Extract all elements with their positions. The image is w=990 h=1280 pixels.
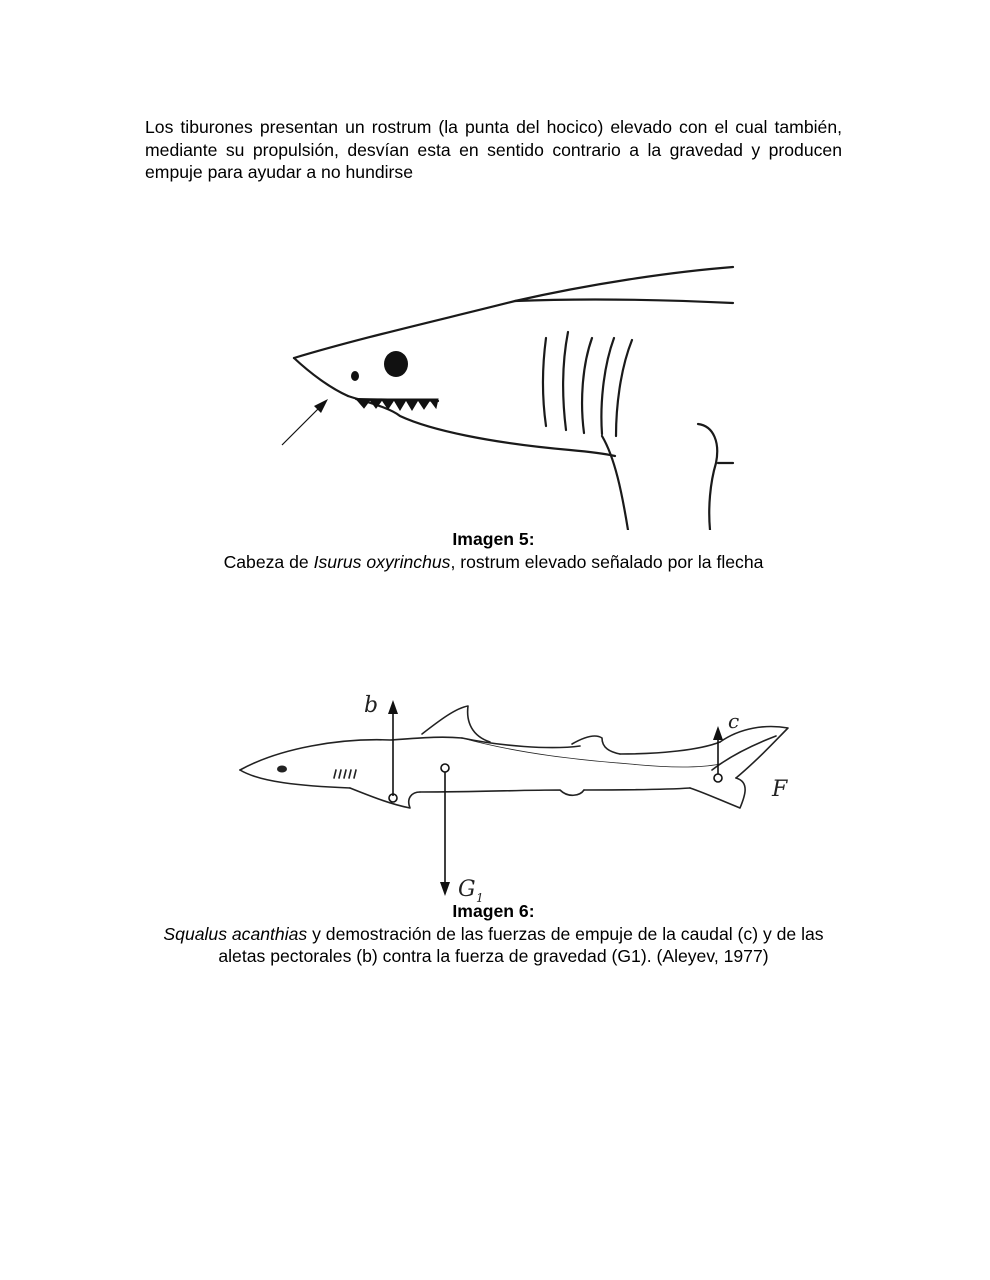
force-g1-arrow	[441, 764, 449, 886]
pointer-arrow	[282, 405, 322, 445]
figure6-species: Squalus acanthias	[163, 923, 308, 944]
shark-head-illustration	[270, 258, 740, 530]
label-c: c	[728, 709, 740, 733]
label-g-sub: 1	[476, 891, 484, 904]
figure5-label: Imagen 5:	[452, 529, 535, 549]
eye-icon	[384, 351, 408, 377]
squalus-force-diagram	[200, 678, 840, 904]
force-b-arrow	[389, 708, 397, 802]
label-b: b	[364, 693, 379, 718]
label-f: F	[772, 777, 788, 802]
figure5-caption: Imagen 5: Cabeza de Isurus oxyrinchus, rostrum elevado señalado por la flecha	[223, 529, 764, 572]
figure5-species: Isurus oxyrinchus	[313, 551, 451, 572]
figure6-caption: Imagen 6: Squalus acanthias y demostración de las fuerzas de empuje de la caudal (c) y de las aletas pectorales (b) contra la fuerza de gravedad (G1). (Aleyev, 1977)	[163, 901, 824, 966]
body-paragraph: Los tiburones presentan un rostrum (la punta del hocico) elevado con el cual también, mediante su propulsión, desvían esta en sentido contrario a la gravedad y producen empuje para ayudar a no hundirse	[145, 117, 842, 182]
figure6-label: Imagen 6:	[452, 901, 535, 921]
label-g: G	[458, 877, 476, 902]
